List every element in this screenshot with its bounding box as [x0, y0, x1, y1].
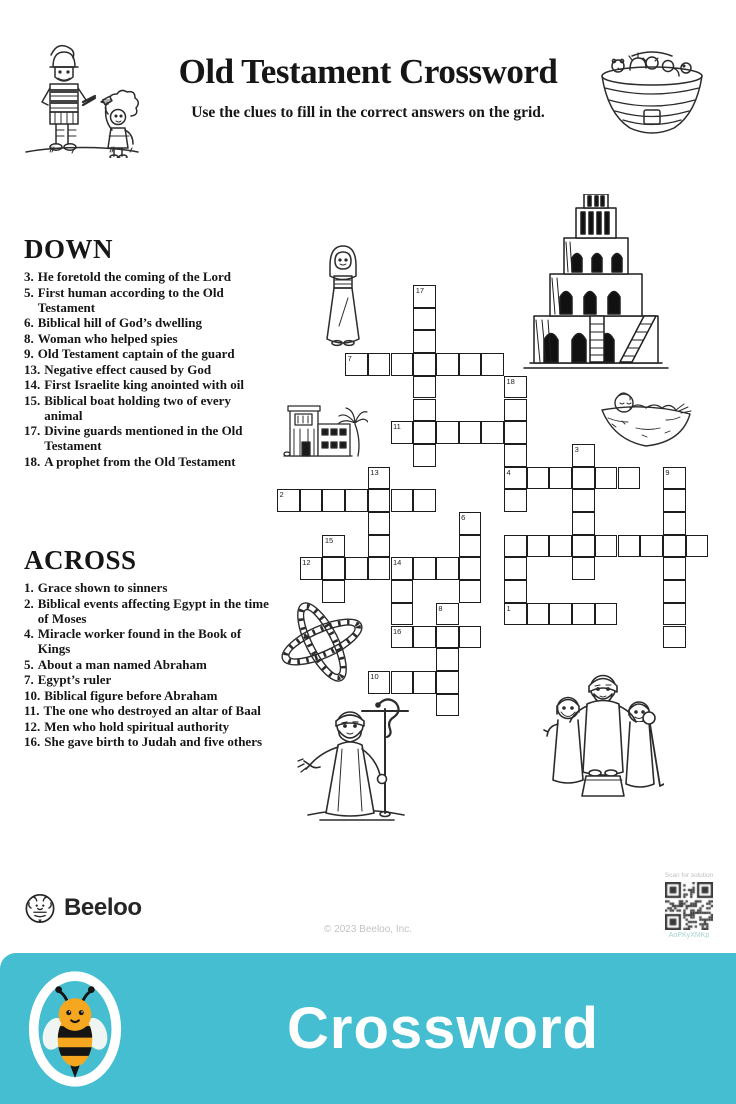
grid-cell[interactable] [640, 535, 663, 558]
grid-cell[interactable] [413, 626, 436, 649]
grid-cell[interactable] [436, 353, 459, 376]
scan-label: Scan for solution [664, 872, 714, 879]
grid-cell[interactable] [504, 467, 527, 490]
grid-cell[interactable] [504, 399, 527, 422]
grid-cell[interactable] [345, 353, 368, 376]
grid-cell[interactable] [300, 557, 323, 580]
grid-cell[interactable] [663, 626, 686, 649]
grid-cell[interactable] [549, 603, 572, 626]
clue-item: 5. About a man named Abraham [24, 656, 207, 672]
grid-cell[interactable] [322, 489, 345, 512]
grid-cell[interactable] [549, 535, 572, 558]
grid-cell[interactable] [572, 489, 595, 512]
clue-item: 3. He foretold the coming of the Lord [24, 269, 232, 284]
grid-cell[interactable] [345, 489, 368, 512]
grid-cell[interactable] [436, 557, 459, 580]
standing-woman-illustration [318, 242, 368, 352]
grid-cell[interactable] [436, 421, 459, 444]
clue-item: 7. Egypt’s ruler [24, 672, 112, 687]
grid-cell[interactable] [413, 671, 436, 694]
clue-item: 11. The one who destroyed an altar of Baal [24, 703, 261, 718]
grid-cell[interactable] [527, 535, 550, 558]
grid-cell[interactable] [504, 535, 527, 558]
baby-moses-basket-illustration [598, 390, 693, 450]
grid-cell[interactable] [663, 489, 686, 512]
copyright-text: © 2023 Beeloo, Inc. [324, 924, 412, 935]
grid-cell[interactable] [368, 557, 391, 580]
bee-badge-icon [27, 969, 123, 1089]
grid-cell[interactable] [413, 489, 436, 512]
clue-item: 6. Biblical hill of God’s dwelling [24, 315, 202, 330]
grid-cell[interactable] [663, 580, 686, 603]
grid-cell[interactable] [413, 285, 436, 308]
grid-cell[interactable] [459, 580, 482, 603]
grid-cell[interactable] [391, 489, 414, 512]
qr-code [665, 882, 713, 930]
grid-cell[interactable] [391, 626, 414, 649]
grid-cell[interactable] [413, 330, 436, 353]
grid-cell[interactable] [459, 353, 482, 376]
grid-cell[interactable] [368, 671, 391, 694]
clue-item: 16. She gave birth to Judah and five others [24, 734, 263, 749]
grid-cell[interactable] [663, 535, 686, 558]
clue-item: 10. Biblical figure before Abraham [24, 687, 218, 703]
grid-cell[interactable] [504, 557, 527, 580]
grid-cell-number: 2 [279, 490, 284, 500]
grid-cell[interactable] [459, 512, 482, 535]
grid-cell[interactable] [459, 626, 482, 649]
grid-cell[interactable] [436, 648, 459, 671]
grid-cell[interactable] [368, 467, 391, 490]
beeloo-logo [24, 892, 142, 924]
grid-cell[interactable] [572, 535, 595, 558]
grid-cell-number: 9 [665, 467, 670, 477]
grid-cell[interactable] [368, 489, 391, 512]
tower-of-babel-illustration [520, 194, 672, 372]
grid-cell[interactable] [595, 467, 618, 490]
grid-cell[interactable] [504, 580, 527, 603]
grid-cell[interactable] [391, 671, 414, 694]
grid-cell-number: 17 [415, 286, 425, 295]
grid-cell-number: 10 [370, 671, 379, 681]
clue-item: 2. Biblical events affecting Egypt in the time of Moses [24, 595, 269, 626]
across-heading: ACROSS [24, 545, 137, 575]
grid-cell[interactable] [663, 603, 686, 626]
grid-cell[interactable] [595, 603, 618, 626]
clue-item: 13. Negative effect caused by God [24, 361, 212, 377]
down-heading: DOWN [24, 234, 113, 264]
clue-item: 18. A prophet from the Old Testament [24, 453, 236, 469]
grid-cell-number: 3 [574, 444, 579, 454]
grid-cell[interactable] [413, 444, 436, 467]
grid-cell[interactable] [595, 535, 618, 558]
grid-cell[interactable] [391, 557, 414, 580]
clue-item: 12. Men who hold spiritual authority [24, 718, 230, 734]
goliath-and-david-illustration [16, 40, 144, 158]
grid-cell[interactable] [572, 557, 595, 580]
noahs-ark-illustration [594, 48, 710, 140]
grid-cell[interactable] [436, 671, 459, 694]
grid-cell-number: 13 [370, 467, 379, 477]
grid-cell[interactable] [686, 535, 709, 558]
grid-cell[interactable] [504, 444, 527, 467]
grid-cell[interactable] [277, 489, 300, 512]
grid-cell-number: 14 [393, 558, 402, 568]
clue-item: 1. Grace shown to sinners [24, 580, 168, 595]
grid-cell[interactable] [504, 489, 527, 512]
grid-cell[interactable] [572, 444, 595, 467]
page-subtitle: Use the clues to fill in the correct answers on the grid. [191, 104, 545, 121]
clue-item: 17. Divine guards mentioned in the Old Testament [24, 423, 243, 453]
grid-cell-number: 4 [506, 467, 511, 477]
grid-cell[interactable] [504, 376, 527, 399]
grid-cell[interactable] [504, 421, 527, 444]
clue-item: 4. Miracle worker found in the Book of Kings [24, 626, 242, 656]
clue-item: 15. Biblical boat holding two of every animal [24, 392, 231, 423]
clue-item: 5. First human according to the Old Testament [24, 284, 224, 315]
grid-cell[interactable] [391, 580, 414, 603]
grid-cell-number: 7 [347, 354, 352, 364]
grid-cell[interactable] [391, 603, 414, 626]
grid-cell-number: 18 [506, 376, 515, 386]
grid-cell[interactable] [459, 557, 482, 580]
grid-cell-number: 11 [393, 422, 401, 432]
grid-cell[interactable] [322, 557, 345, 580]
clue-item: 9. Old Testament captain of the guard [24, 346, 235, 361]
grid-cell[interactable] [413, 308, 436, 331]
grid-cell[interactable] [663, 512, 686, 535]
grid-cell[interactable] [391, 353, 414, 376]
grid-cell-number: 15 [324, 535, 334, 545]
moses-with-staff-illustration [290, 695, 420, 823]
grid-cell[interactable] [549, 467, 572, 490]
grid-cell[interactable] [572, 512, 595, 535]
grid-cell[interactable] [527, 603, 550, 626]
grid-cell[interactable] [322, 580, 345, 603]
bee-circle-icon [24, 892, 56, 924]
solution-code: AoPKyXMKp [668, 932, 710, 939]
grid-cell[interactable] [527, 467, 550, 490]
grid-cell[interactable] [436, 626, 459, 649]
grid-cell[interactable] [663, 557, 686, 580]
qr-block [648, 872, 730, 939]
grid-cell[interactable] [504, 603, 527, 626]
grid-cell-number: 16 [393, 626, 402, 636]
grid-cell[interactable] [459, 421, 482, 444]
grid-cell-number: 8 [438, 603, 443, 613]
grid-cell[interactable] [413, 421, 436, 444]
crossed-rings-illustration [276, 594, 368, 690]
grid-cell[interactable] [413, 557, 436, 580]
grid-cell[interactable] [345, 557, 368, 580]
grid-cell[interactable] [413, 353, 436, 376]
grid-cell[interactable] [618, 467, 641, 490]
grid-cell[interactable] [572, 467, 595, 490]
grid-cell[interactable] [391, 421, 414, 444]
grid-cell-number: 12 [302, 558, 311, 568]
clue-item: 14. First Israelite king anointed with oil [24, 377, 244, 392]
grid-cell[interactable] [436, 694, 459, 717]
grid-cell[interactable] [572, 603, 595, 626]
clue-item: 8. Woman who helped spies [24, 330, 178, 346]
grid-cell[interactable] [413, 399, 436, 422]
grid-cell[interactable] [368, 512, 391, 535]
grid-cell[interactable] [459, 535, 482, 558]
three-men-illustration [542, 660, 664, 802]
grid-cell[interactable] [481, 421, 504, 444]
grid-cell-number: 6 [461, 513, 466, 522]
grid-cell[interactable] [618, 535, 641, 558]
grid-cell[interactable] [322, 535, 345, 558]
grid-cell[interactable] [481, 353, 504, 376]
grid-cell[interactable] [436, 603, 459, 626]
brand-wordmark: Beeloo [64, 894, 142, 921]
grid-cell[interactable] [368, 535, 391, 558]
grid-cell[interactable] [663, 467, 686, 490]
temple-and-palm-illustration [282, 404, 368, 464]
footer-banner [0, 953, 736, 1104]
grid-cell[interactable] [413, 376, 436, 399]
grid-cell[interactable] [368, 353, 391, 376]
banner-title: Crossword [287, 996, 599, 1061]
page-title: Old Testament Crossword [178, 52, 558, 91]
grid-cell[interactable] [300, 489, 323, 512]
grid-cell-number: 1 [506, 603, 511, 613]
